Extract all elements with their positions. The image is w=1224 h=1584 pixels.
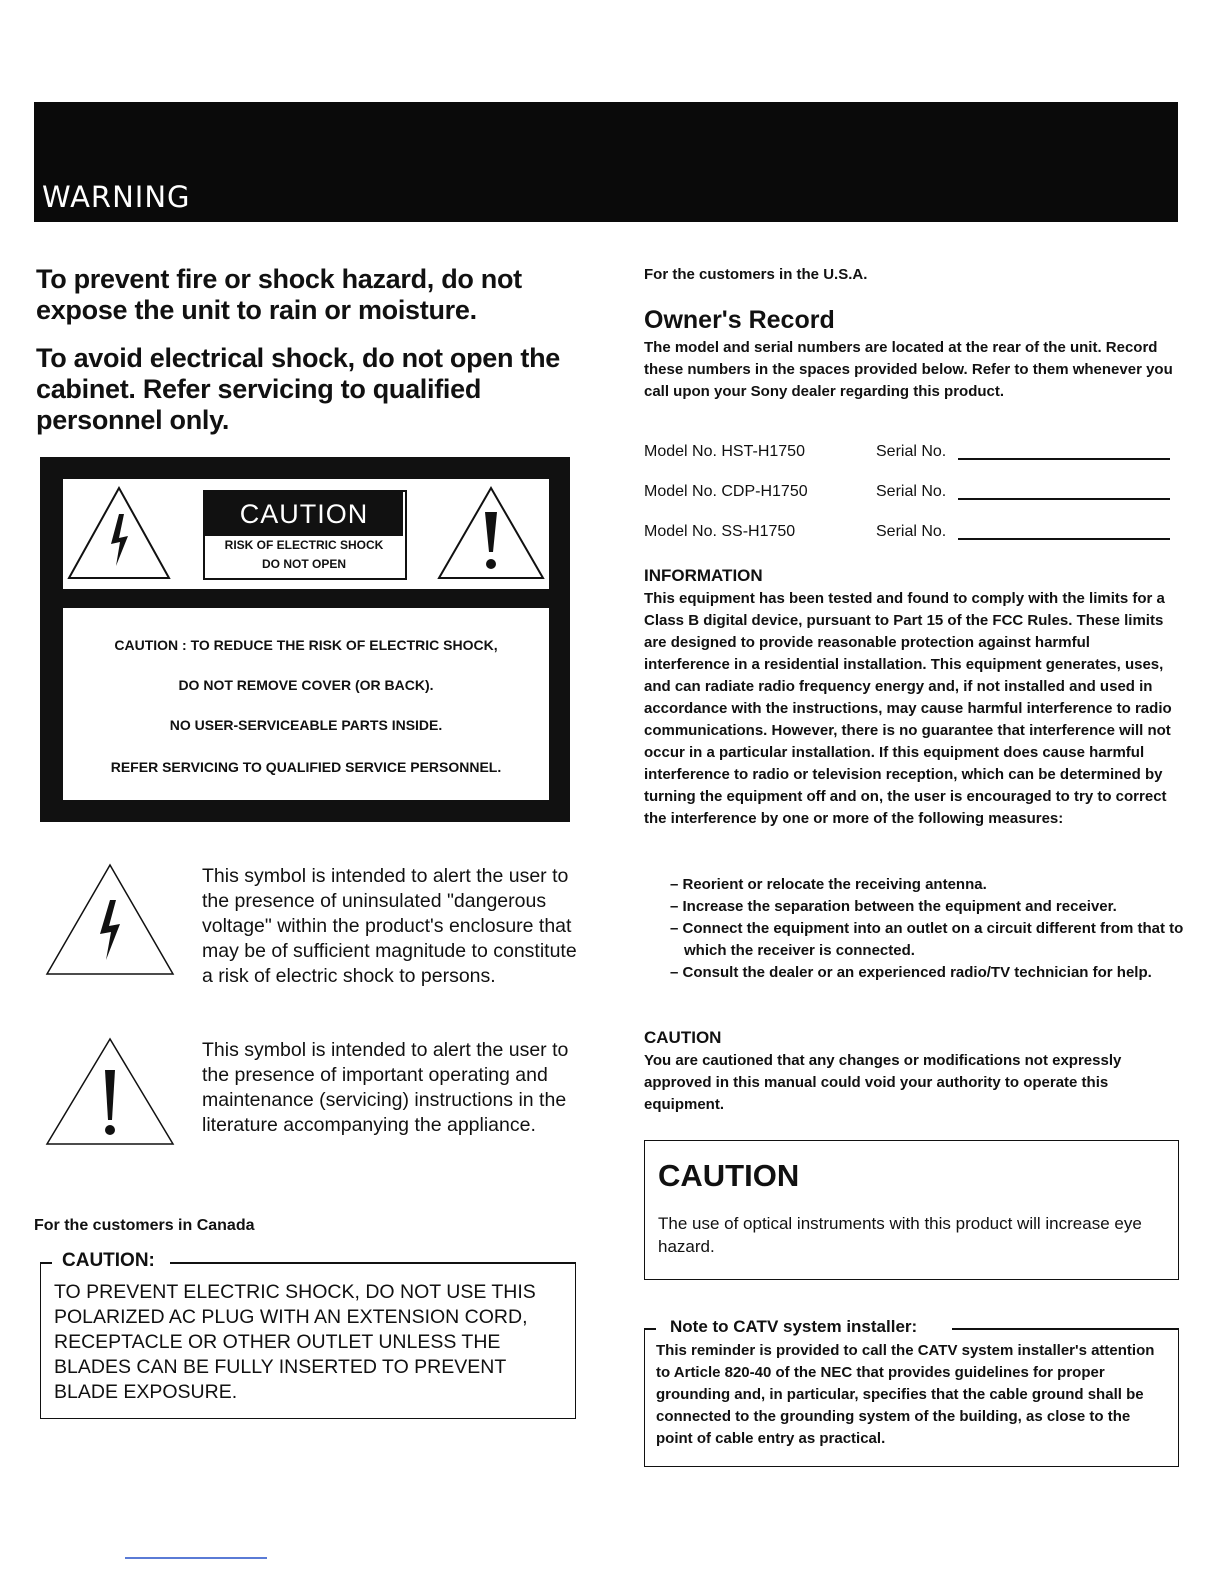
information-title: INFORMATION <box>644 566 763 585</box>
exclamation-symbol-icon <box>44 1036 176 1148</box>
catv-note-body: This reminder is provided to call the CATV system installer's attention to Article 820-40 of the NEC that provides guidelines for proper grounding and, in particular, specifies that the cable ground shall be connected to the grounding system of the building, as close to the point of cable entry as practical. <box>656 1342 1155 1447</box>
caution-panel-line-4: REFER SERVICING TO QUALIFIED SERVICE PERSONNEL. <box>110 759 502 775</box>
canada-box-top-rule-right <box>170 1262 575 1264</box>
information-body: This equipment has been tested and found to comply with the limits for a Class B digital device, pursuant to Part 15 of the FCC Rules. These limits are designed to provide reasonable protection against harmful interference in a residential installation. This equipment generates, uses, and can radiate radio frequency energy and, if not installed and used in accordance with the instructions, may cause harmful interference to radio communications. However, there is no guarantee that interference will not occur in a particular installation. If this equipment does cause harmful interference to radio or television reception, which can be determined by turning the equipment off and on, the user is encouraged to try to correct the interference by one or more of the following measures: <box>644 590 1172 827</box>
bottom-rule <box>125 1557 267 1559</box>
model-number-2: Model No. CDP-H1750 <box>644 483 808 500</box>
owners-record-intro: The model and serial numbers are located at the rear of the unit. Record these numbers in the spaces provided below. Refer to them whenever you call upon your Sony dealer regarding this product. <box>644 339 1173 400</box>
caution-panel-line-1: CAUTION : TO REDUCE THE RISK OF ELECTRIC SHOCK, <box>114 637 498 653</box>
canada-heading: For the customers in Canada <box>34 1217 255 1234</box>
exclamation-triangle-icon <box>436 484 546 582</box>
fire-shock-warning: To prevent fire or shock hazard, do not expose the unit to rain or moisture. <box>36 264 522 325</box>
serial-label-3: Serial No. <box>876 523 947 540</box>
warning-title: WARNING <box>42 180 191 214</box>
eye-hazard-body: The use of optical instruments with this product will increase eye hazard. <box>658 1214 1142 1256</box>
electrical-shock-warning: To avoid electrical shock, do not open the cabinet. Refer servicing to qualified personnel only. <box>36 343 560 435</box>
measure-2: – Increase the separation between the equipment and receiver. <box>670 898 1117 915</box>
measure-1: – Reorient or relocate the receiving antenna. <box>670 876 987 893</box>
caution-title: CAUTION <box>644 1028 722 1047</box>
serial-label-2: Serial No. <box>876 483 947 500</box>
catv-box-top-rule-right <box>952 1328 1178 1330</box>
electric-shock-triangle-icon <box>66 484 172 582</box>
electric-symbol-description: This symbol is intended to alert the user to the presence of uninsulated "dangerous voltage" within the product's enclosure that may be of sufficient magnitude to constitute a risk of electric shock to persons. <box>202 865 577 987</box>
electric-shock-symbol-icon <box>44 862 176 978</box>
caution-label-text <box>205 536 403 574</box>
warning-banner <box>34 102 1178 222</box>
caution-label-line-1: RISK OF ELECTRIC SHOCK <box>224 538 384 552</box>
usa-heading: For the customers in the U.S.A. <box>644 266 868 283</box>
caution-panel-line-2: DO NOT REMOVE COVER (OR BACK). <box>178 677 434 693</box>
canada-caution-title: CAUTION: <box>62 1250 155 1271</box>
exclamation-symbol-description: This symbol is intended to alert the user to the presence of important operating and maintenance (servicing) instructions in the literature accompanying the appliance. <box>202 1039 569 1136</box>
catv-note-title: Note to CATV system installer: <box>670 1317 918 1336</box>
serial-field-3[interactable] <box>958 538 1170 540</box>
caution-label-heading: CAUTION <box>205 492 403 536</box>
model-number-1: Model No. HST-H1750 <box>644 443 805 460</box>
owners-record-title: Owner's Record <box>644 306 835 334</box>
caution-body: You are cautioned that any changes or modifications not expressly approved in this manual could void your authority to operate this equipment. <box>644 1052 1122 1113</box>
canada-caution-body: TO PREVENT ELECTRIC SHOCK, DO NOT USE THIS POLARIZED AC PLUG WITH AN EXTENSION CORD, RECEPTACLE OR OTHER OUTLET UNLESS THE BLADES CAN BE FULLY INSERTED TO PREVENT BLADE EXPOSURE. <box>54 1281 536 1403</box>
canada-box-top-rule-left <box>40 1262 52 1264</box>
model-number-3: Model No. SS-H1750 <box>644 523 796 540</box>
caution-panel-line-3: NO USER-SERVICEABLE PARTS INSIDE. <box>169 717 443 733</box>
eye-hazard-title: CAUTION <box>658 1158 800 1193</box>
serial-field-1[interactable] <box>958 458 1170 460</box>
measure-3: – Connect the equipment into an outlet on a circuit different from that to which the receiver is connected. <box>670 920 1184 959</box>
caution-label-line-2: DO NOT OPEN <box>261 557 346 571</box>
serial-label-1: Serial No. <box>876 443 947 460</box>
serial-field-2[interactable] <box>958 498 1170 500</box>
catv-box-top-rule-left <box>644 1328 656 1330</box>
measure-4: – Consult the dealer or an experienced radio/TV technician for help. <box>670 964 1152 981</box>
